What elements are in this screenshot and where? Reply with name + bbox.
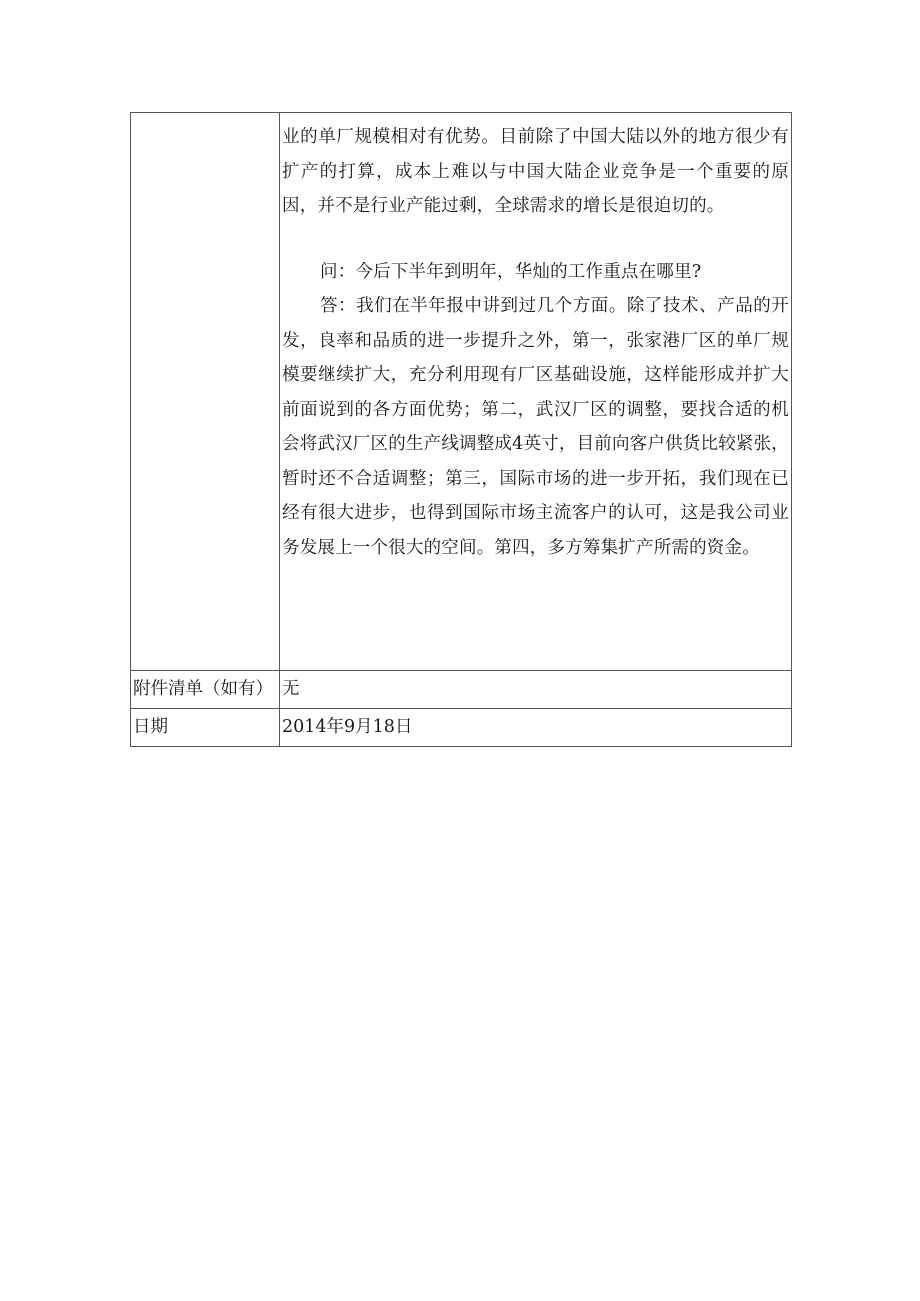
attachments-label: 附件清单（如有） <box>133 679 273 699</box>
content-cell <box>280 113 792 671</box>
continuation-paragraph: 业的单厂规模相对有优势。目前除了中国大陆以外的地方很少有扩产的打算，成本上难以与中国大陆企业竞争是一个重要的原因，并不是行业产能过剩，全球需求的增长是很迫切的。 <box>282 127 789 216</box>
date-label-cell <box>131 709 280 747</box>
date-label: 日期 <box>133 717 168 737</box>
content-row <box>131 113 792 671</box>
attachments-value: 无 <box>282 679 300 699</box>
investor-relations-record-table <box>130 112 792 747</box>
date-value-cell <box>280 709 792 747</box>
attachments-label-cell <box>131 671 280 709</box>
date-value: 2014年9月18日 <box>282 717 413 737</box>
question-paragraph: 问：今后下半年到明年，华灿的工作重点在哪里? <box>320 261 702 282</box>
content-label-cell <box>131 113 280 671</box>
attachments-row <box>131 671 792 709</box>
date-row <box>131 709 792 747</box>
attachments-value-cell <box>280 671 792 709</box>
answer-paragraph: 答：我们在半年报中讲到过几个方面。除了技术、产品的开发，良率和品质的进一步提升之外，第一，张家港厂区的单厂规模要继续扩大，充分利用现有厂区基础设施，这样能形成并扩大前面说到的各方面优势；第二，武汉厂区的调整，要找合适的机会将武汉厂区的生产线调整成4英寸，目前向客户供货比较紧张，暂时还不合适调整；第三，国际市场的进一步开拓，我们现在已经有很大进步，也得到国际市场主流客户的认可，这是我公司业务发展上一个很大的空间。第四，多方筹集扩产所需的资金。 <box>282 296 789 558</box>
